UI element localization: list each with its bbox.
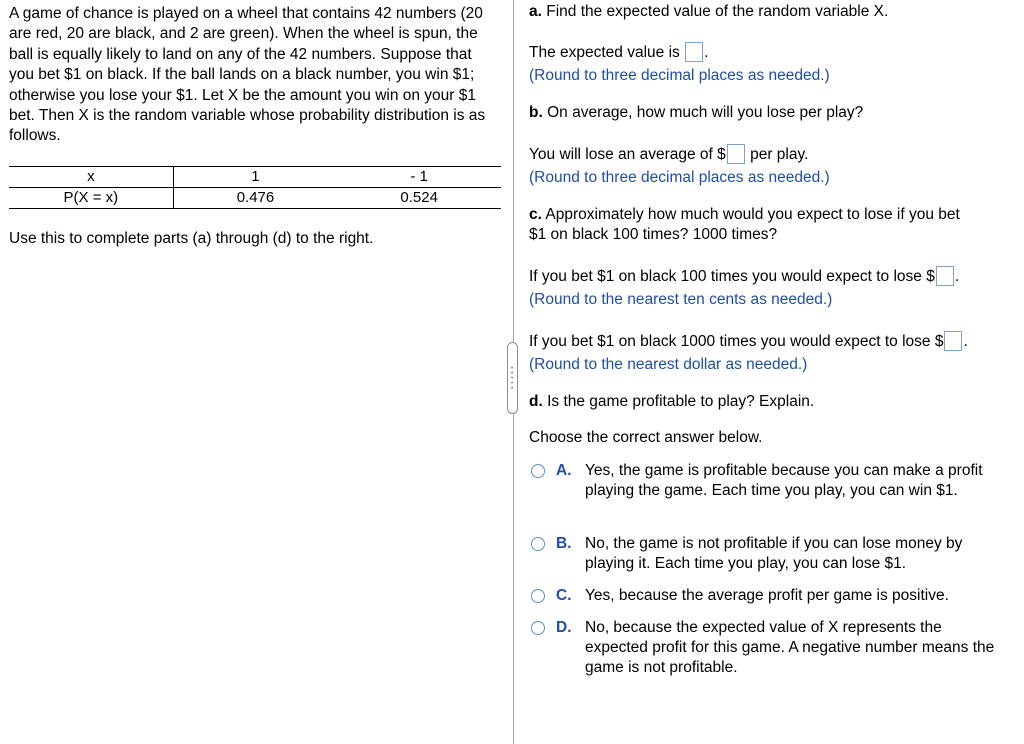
radio-button-icon[interactable]	[531, 464, 545, 478]
table-cell: - 1	[337, 167, 501, 188]
loss-1000-input[interactable]	[944, 331, 962, 351]
part-d-question-text: Is the game profitable to play? Explain.	[547, 393, 815, 410]
part-c-1000-prefix: If you bet $1 on black 1000 times you would expect to lose $	[529, 333, 944, 350]
part-c-100-hint: (Round to the nearest ten cents as needed.)	[529, 291, 833, 308]
part-b-answer-line	[529, 144, 808, 165]
part-a-answer-line	[529, 42, 708, 63]
table-cell: 0.476	[173, 188, 337, 209]
option-text: No, the game is not profitable if you can lose money by playing it. Each time you play, you can lose $1.	[585, 535, 963, 572]
part-c-100-prefix: If you bet $1 on black 100 times you would expect to lose $	[529, 268, 935, 285]
part-a-label: a.	[529, 3, 542, 20]
probability-distribution-table	[9, 166, 501, 209]
part-b-label: b.	[529, 104, 543, 121]
part-c-question-line2: $1 on black 100 times? 1000 times?	[529, 226, 778, 243]
option-text: Yes, the game is profitable because you can make a profit playing the game. Each time you play, you can win $1.	[585, 462, 983, 499]
table-cell: 1	[173, 167, 337, 188]
part-c-question	[529, 205, 960, 225]
table-cell: 0.524	[337, 188, 501, 209]
loss-100-input[interactable]	[936, 266, 954, 286]
radio-button-icon[interactable]	[531, 621, 545, 635]
table-row	[9, 167, 501, 188]
grip-dots-icon: • • • • •	[511, 366, 514, 392]
option-letter: C.	[556, 587, 572, 604]
part-a-hint: (Round to three decimal places as needed.)	[529, 67, 830, 84]
radio-button-icon[interactable]	[531, 589, 545, 603]
radio-button-icon[interactable]	[531, 537, 545, 551]
part-c-1000-answer-line	[529, 331, 968, 352]
expected-value-input[interactable]	[685, 42, 703, 62]
part-b-hint: (Round to three decimal places as needed.)	[529, 169, 830, 186]
table-cell: P(X = x)	[9, 188, 173, 209]
part-c-label: c.	[529, 206, 542, 223]
average-loss-input[interactable]	[727, 144, 745, 164]
option-letter: A.	[556, 462, 572, 479]
instruction-text: Use this to complete parts (a) through (d) to the right.	[9, 230, 374, 247]
part-c-1000-suffix: .	[963, 333, 968, 350]
part-c-1000-hint: (Round to the nearest dollar as needed.)	[529, 356, 808, 373]
part-a-question	[529, 2, 888, 22]
table-row	[9, 188, 501, 209]
problem-statement: A game of chance is played on a wheel that contains 42 numbers (20 are red, 20 are black, and 2 are green). When the wheel is spun, the ball is equally likely to land on any of the 42 numbers. Suppose that you bet $1 on black. If the ball lands on a black number, you win $1; otherwise you lose your $1. Let X be the amount you win on your $1 bet. Then X is the random variable whose probability distribution is as follows.	[9, 5, 486, 145]
part-b-prefix: You will lose an average of $	[529, 146, 726, 163]
part-c-question-line1: Approximately how much would you expect to lose if you bet	[545, 206, 960, 223]
resize-handle[interactable]	[507, 342, 518, 414]
problem-panel	[9, 4, 504, 247]
part-b-question	[529, 103, 863, 123]
choose-instruction: Choose the correct answer below.	[529, 429, 763, 446]
part-c-100-suffix: .	[954, 268, 960, 285]
part-a-question-text: Find the expected value of the random variable X.	[546, 3, 889, 20]
table-cell: x	[9, 167, 173, 188]
option-letter: D.	[556, 619, 572, 636]
part-b-suffix: per play.	[750, 146, 809, 163]
part-d-question	[529, 392, 814, 412]
option-text: No, because the expected value of X represents the expected profit for this game. A negative number means the game is not profitable.	[585, 619, 995, 676]
part-a-suffix: .	[704, 44, 709, 61]
option-letter: B.	[556, 535, 572, 552]
option-text: Yes, because the average profit per game is positive.	[585, 587, 949, 604]
part-d-label: d.	[529, 393, 543, 410]
part-c-100-answer-line	[529, 266, 959, 287]
part-b-question-text: On average, how much will you lose per play?	[547, 104, 864, 121]
part-a-prefix: The expected value is	[529, 44, 680, 61]
